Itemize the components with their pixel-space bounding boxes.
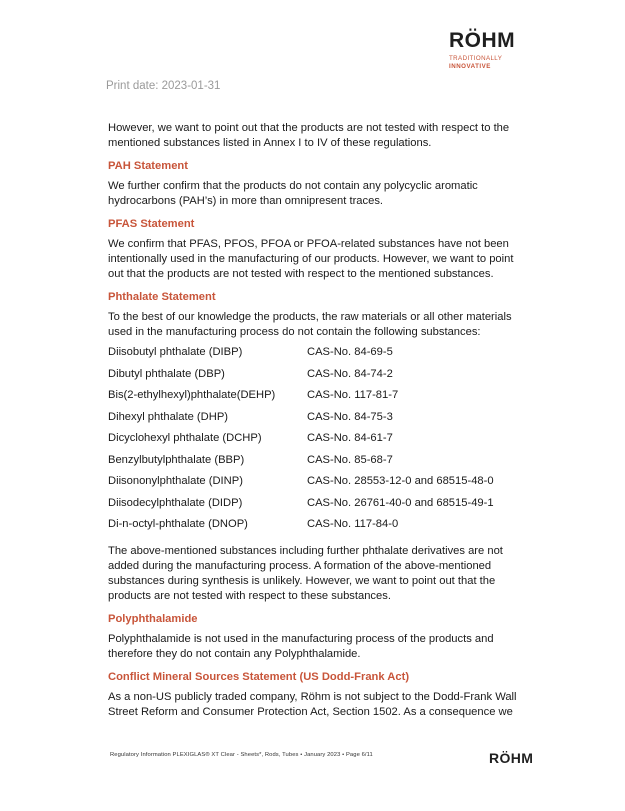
polyphthalamide-paragraph: Polyphthalamide is not used in the manufacturing process of the products and therefore they do not contain any Polyphthalamide. bbox=[108, 632, 494, 660]
pah-heading: PAH Statement bbox=[108, 160, 188, 172]
polyphthalamide-heading: Polyphthalamide bbox=[108, 612, 198, 625]
substance-cas: CAS-No. 117-84-0 bbox=[307, 518, 399, 530]
substance-name: Di-n-octyl-phthalate (DNOP) bbox=[108, 518, 248, 530]
substance-name: Diisononylphthalate (DINP) bbox=[108, 475, 243, 487]
phthalate-heading: Phthalate Statement bbox=[108, 291, 216, 303]
intro-paragraph: However, we want to point out that the products are not tested with respect to the mentioned substances listed in Annex I to IV of these regulations. bbox=[108, 122, 510, 149]
table-row bbox=[108, 345, 494, 367]
substance-cas: CAS-No. 28553-12-0 and 68515-48-0 bbox=[307, 475, 494, 487]
pfas-paragraph: We confirm that PFAS, PFOS, PFOA or PFOA-related substances have not been intentionally used in the manufacturing of our products. However, we want to point out that the products are not tested with respect to the mentioned substances. bbox=[108, 238, 514, 280]
substance-name: Diisobutyl phthalate (DIBP) bbox=[108, 346, 243, 358]
substance-cas: CAS-No. 84-61-7 bbox=[307, 432, 393, 444]
roehm-logo bbox=[449, 30, 529, 71]
document-body bbox=[108, 121, 528, 728]
conflict-minerals-heading: Conflict Mineral Sources Statement (US Dodd-Frank Act) bbox=[108, 670, 410, 683]
phthalate-substance-table bbox=[108, 345, 494, 539]
logo-tagline-2: INNOVATIVE bbox=[449, 63, 491, 70]
table-row bbox=[108, 453, 494, 475]
print-date: Print date: 2023-01-31 bbox=[106, 80, 221, 92]
phthalate-closing-paragraph: The above-mentioned substances including further phthalate derivatives are not added during the manufacturing process. A formation of the above-mentioned substances during synthesis is unlikely. However, we want to point out that the products are not tested with respect to these substances. bbox=[108, 544, 503, 602]
substance-cas: CAS-No. 84-74-2 bbox=[307, 367, 393, 380]
substance-name: Benzylbutylphthalate (BBP) bbox=[108, 453, 245, 466]
table-row bbox=[108, 367, 494, 389]
logo-tagline-1: TRADITIONALLY bbox=[449, 55, 503, 62]
substance-name: Dicyclohexyl phthalate (DCHP) bbox=[108, 432, 262, 444]
table-row bbox=[108, 410, 494, 432]
table-row bbox=[108, 388, 494, 410]
table-row bbox=[108, 431, 494, 453]
pah-paragraph: We further confirm that the products do not contain any polycyclic aromatic hydrocarbons (PAH’s) in more than omnipresent traces. bbox=[108, 180, 478, 207]
substance-cas: CAS-No. 84-75-3 bbox=[307, 410, 393, 423]
substance-cas: CAS-No. 117-81-7 bbox=[307, 389, 399, 401]
substance-cas: CAS-No. 85-68-7 bbox=[307, 453, 393, 466]
phthalate-paragraph: To the best of our knowledge the products, the raw materials or all other materials used in the manufacturing process do not contain the following substances: bbox=[108, 311, 512, 338]
table-row bbox=[108, 496, 494, 518]
substance-name: Bis(2-ethylhexyl)phthalate(DEHP) bbox=[108, 389, 276, 401]
substance-name: Dihexyl phthalate (DHP) bbox=[108, 410, 229, 423]
conflict-minerals-paragraph: As a non-US publicly traded company, Röhm is not subject to the Dodd-Frank Wall Street Reform and Consumer Protection Act, Section 1502. As a consequence we bbox=[108, 690, 517, 718]
footer-logo: RÖHM bbox=[489, 750, 534, 766]
substance-cas: CAS-No. 26761-40-0 and 68515-49-1 bbox=[307, 496, 494, 509]
logo-wordmark: RÖHM bbox=[449, 29, 516, 52]
substance-name: Dibutyl phthalate (DBP) bbox=[108, 367, 225, 380]
table-row bbox=[108, 517, 494, 539]
substance-cas: CAS-No. 84-69-5 bbox=[307, 346, 393, 358]
footer-text: Regulatory Information PLEXIGLAS® XT Clear - Sheets*, Rods, Tubes • January 2023 • Page 6/11 bbox=[110, 752, 373, 758]
table-row bbox=[108, 474, 494, 496]
substance-name: Diisodecylphthalate (DIDP) bbox=[108, 496, 243, 509]
pfas-heading: PFAS Statement bbox=[108, 218, 195, 230]
